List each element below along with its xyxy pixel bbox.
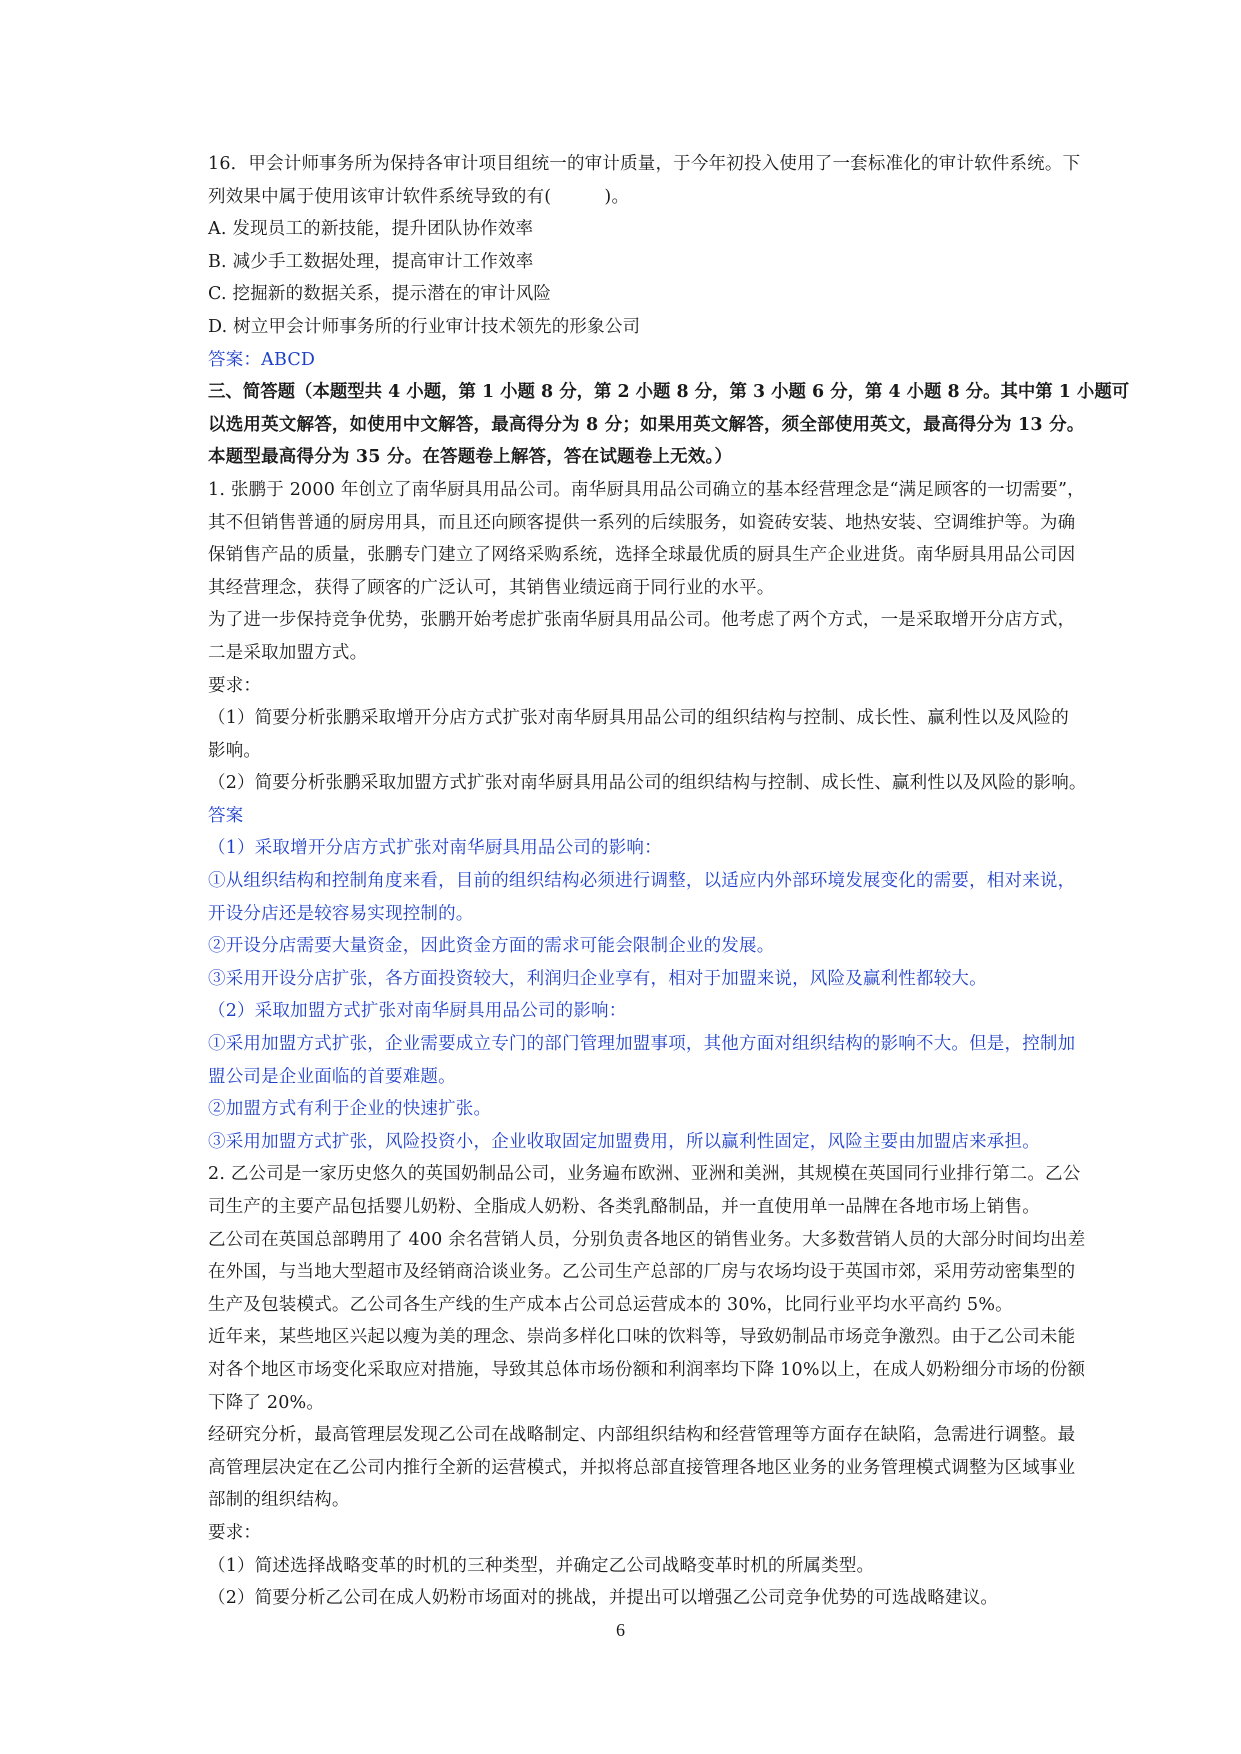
q1-requirements-label: 要求： (208, 675, 262, 696)
section-heading-line-3: 本题型最高得分为 35 分。在答题卷上解答，答在试题卷上无效。） (208, 447, 733, 468)
q16-stem-line-1: 16．甲会计师事务所为保持各审计项目组统一的审计质量，于今年初投入使用了一套标准化的审计软件系统。下 (208, 154, 1081, 174)
q2-requirement-1: （1）简述选择战略变革的时机的三种类型，并确定乙公司战略变革时机的所属类型。 (208, 1555, 875, 1576)
q2-paragraph-1-line-1: 2. 乙公司是一家历史悠久的英国奶制品公司，业务遍布欧洲、亚洲和美洲，其规模在英国同行业排行第二。乙公 (208, 1164, 1081, 1185)
q1-requirement-1-line-1: （1）简要分析张鹏采取增开分店方式扩张对南华厨具用品公司的组织结构与控制、成长性、赢利性以及风险的 (208, 708, 1069, 729)
q1-paragraph-1-line-3: 保销售产品的质量，张鹏专门建立了网络采购系统，选择全球最优质的厨具生产企业进货。南华厨具用品公司因 (208, 545, 1076, 566)
q1-requirement-1-line-2: 影响。 (208, 740, 262, 761)
q1-answer-2-point-1-line-2: 盟公司是企业面临的首要难题。 (208, 1066, 456, 1087)
q1-answer-1-point-1-line-1: ①从组织结构和控制角度来看，目前的组织结构必须进行调整，以适应内外部环境发展变化的需要，相对来说， (208, 871, 1076, 892)
q2-requirement-2: （2）简要分析乙公司在成人奶粉市场面对的挑战，并提出可以增强乙公司竞争优势的可选战略建议。 (208, 1588, 999, 1609)
q16-stem-line-2: 列效果中属于使用该审计软件系统导致的有( )。 (208, 186, 630, 207)
q1-paragraph-1-line-4: 其经营理念，获得了顾客的广泛认可，其销售业绩远商于同行业的水平。 (208, 577, 775, 598)
q2-paragraph-2-line-1: 乙公司在英国总部聘用了 400 余名营销人员，分别负责各地区的销售业务。大多数营销人员的大部分时间均出差 (208, 1229, 1086, 1250)
q16-answer: 答案：ABCD (208, 349, 316, 370)
q2-paragraph-3-line-3: 下降了 20%。 (208, 1392, 325, 1413)
q2-paragraph-2-line-2: 在外国，与当地大型超市及经销商洽谈业务。乙公司生产总部的厂房与农场均设于英国市郊，采用劳动密集型的 (208, 1262, 1076, 1283)
q1-answer-2-heading: （2）采取加盟方式扩张对南华厨具用品公司的影响： (208, 1001, 627, 1022)
document-page (208, 148, 1130, 1615)
page-number: 6 (616, 1620, 625, 1640)
section-heading-line-1: 三、简答题（本题型共 4 小题，第 1 小题 8 分，第 2 小题 8 分，第 3 小题 6 分，第 4 小题 8 分。其中第 1 小题可 (208, 382, 1130, 403)
q2-paragraph-1-line-2: 司生产的主要产品包括婴儿奶粉、全脂成人奶粉、各类乳酪制品，并一直使用单一品牌在各地市场上销售。 (208, 1197, 1040, 1217)
q2-paragraph-3-line-1: 近年来，某些地区兴起以瘦为美的理念、崇尚多样化口味的饮料等，导致奶制品市场竞争激烈。由于乙公司未能 (208, 1327, 1076, 1348)
q2-requirements-label: 要求： (208, 1522, 262, 1543)
section-heading-line-2: 以选用英文解答，如使用中文解答，最高得分为 8 分；如果用英文解答，须全部使用英文，最高得分为 13 分。 (208, 414, 1085, 435)
q1-paragraph-1-line-1: 1. 张鹏于 2000 年创立了南华厨具用品公司。南华厨具用品公司确立的基本经营理念是“满足顾客的一切需要”， (208, 479, 1085, 500)
q2-paragraph-4-line-1: 经研究分析，最高管理层发现乙公司在战略制定、内部组织结构和经营管理等方面存在缺陷，急需进行调整。最 (208, 1425, 1076, 1446)
q1-answer-2-point-2: ②加盟方式有利于企业的快速扩张。 (208, 1099, 492, 1120)
q16-option-c: C. 挖掘新的数据关系，提示潜在的审计风险 (208, 284, 552, 305)
q1-answer-1-heading: （1）采取增开分店方式扩张对南华厨具用品公司的影响： (208, 838, 662, 859)
q1-requirement-2: （2）简要分析张鹏采取加盟方式扩张对南华厨具用品公司的组织结构与控制、成长性、赢利性以及风险的影响。 (208, 773, 1087, 794)
q1-paragraph-2-line-1: 为了进一步保持竞争优势，张鹏开始考虑扩张南华厨具用品公司。他考虑了两个方式，一是采取增开分店方式， (208, 610, 1076, 631)
q16-option-a: A. 发现员工的新技能，提升团队协作效率 (208, 219, 534, 240)
q16-option-b: B. 减少手工数据处理，提高审计工作效率 (208, 251, 534, 272)
q1-answer-1-point-3: ③采用开设分店扩张，各方面投资较大，利润归企业享有，相对于加盟来说，风险及赢利性都较大。 (208, 968, 987, 989)
q1-answer-label: 答案 (208, 805, 244, 826)
q1-answer-1-point-2: ②开设分店需要大量资金，因此资金方面的需求可能会限制企业的发展。 (208, 936, 775, 957)
q2-paragraph-4-line-3: 部制的组织结构。 (208, 1490, 350, 1511)
q1-paragraph-2-line-2: 二是采取加盟方式。 (208, 642, 368, 663)
q1-paragraph-1-line-2: 其不但销售普通的厨房用具，而且还向顾客提供一系列的后续服务，如瓷砖安装、地热安装、空调维护等。为确 (208, 512, 1076, 533)
q2-paragraph-3-line-2: 对各个地区市场变化采取应对措施，导致其总体市场份额和利润率均下降 10%以上，在成人奶粉细分市场的份额 (208, 1359, 1086, 1380)
q2-paragraph-2-line-3: 生产及包装模式。乙公司各生产线的生产成本占公司总运营成本的 30%，比同行业平均水平高约 5%。 (208, 1294, 1013, 1315)
q1-answer-2-point-1-line-1: ①采用加盟方式扩张，企业需要成立专门的部门管理加盟事项，其他方面对组织结构的影响不大。但是，控制加 (208, 1034, 1076, 1055)
q1-answer-2-point-3: ③采用加盟方式扩张，风险投资小，企业收取固定加盟费用，所以赢利性固定，风险主要由加盟店来承担。 (208, 1131, 1040, 1152)
q1-answer-1-point-1-line-2: 开设分店还是较容易实现控制的。 (208, 903, 474, 924)
q2-paragraph-4-line-2: 高管理层决定在乙公司内推行全新的运营模式，并拟将总部直接管理各地区业务的业务管理模式调整为区域事业 (208, 1457, 1076, 1478)
q16-option-d: D. 树立甲会计师事务所的行业审计技术领先的形象公司 (208, 316, 641, 337)
